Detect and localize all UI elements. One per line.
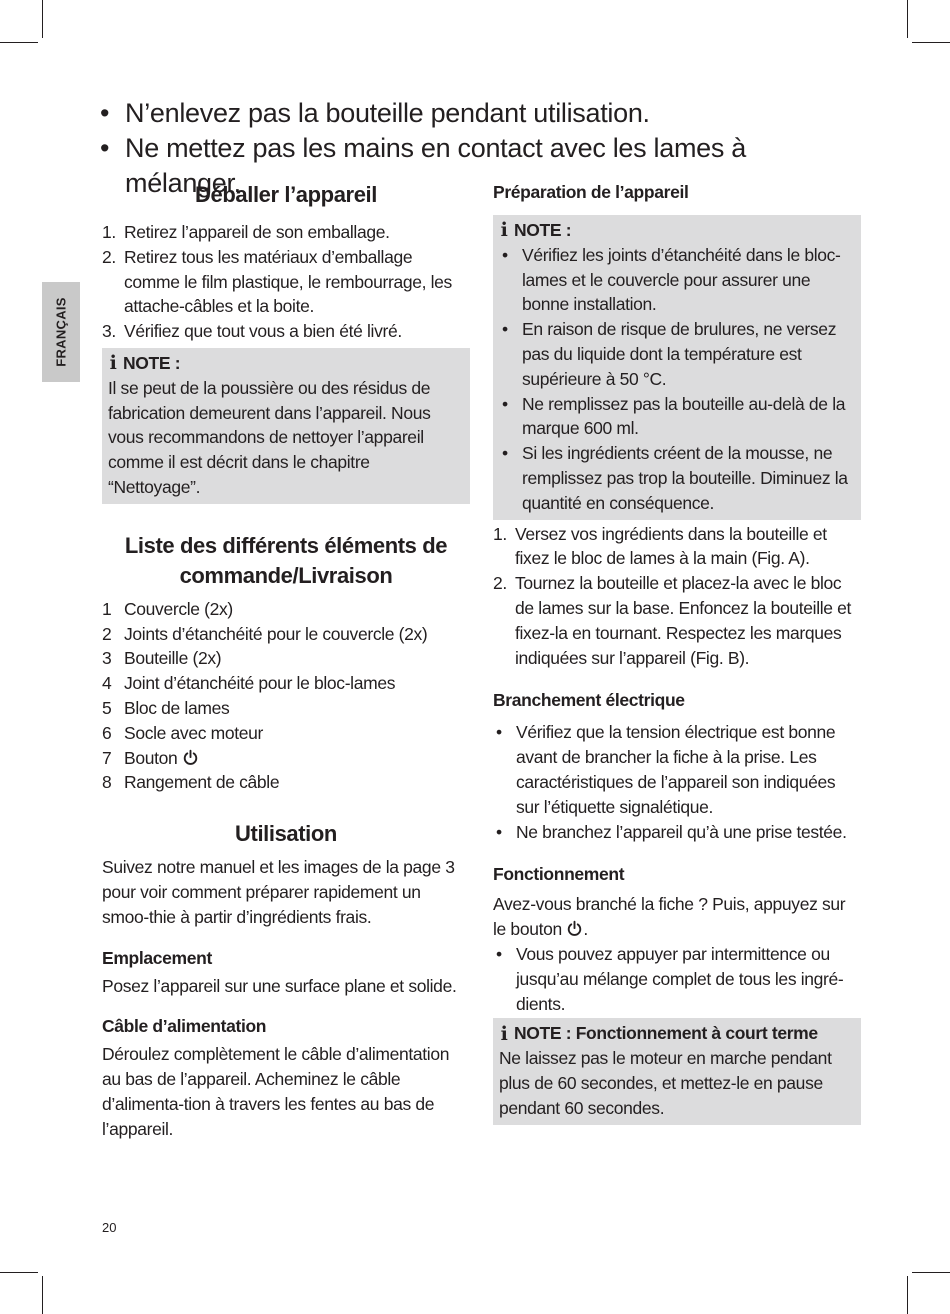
info-icon: i <box>500 219 508 242</box>
list-item: 8 Rangement de câble <box>102 772 280 793</box>
usage-heading: Utilisation <box>235 821 337 847</box>
usage-intro: Suivez notre manuel et les images de la page 3 pour voir comment préparer rapidement un smoo-thie à partir d’ingrédients frais. <box>102 857 455 927</box>
note-text: Ne laissez pas le moteur en marche pendant plus de 60 secondes, et mettez-le en pause pendant 60 secondes. <box>499 1048 832 1118</box>
placement-text: Posez l’appareil sur une surface plane et solide. <box>102 975 457 996</box>
list-item: 2. Tournez la bouteille et placez-la avec le bloc de lames sur la base. Enfoncez la bouteille et fixez-la en tournant. Respectez les marques indiquées sur l’appareil (Fig. B). <box>493 573 852 668</box>
power-icon <box>566 920 583 937</box>
language-tab-label: FRANÇAIS <box>53 297 69 367</box>
list-item: • Vérifiez les joints d’étanchéité dans le bloc-lames et le couvercle pour assurer une bonne installation. <box>499 243 856 317</box>
info-icon: i <box>109 352 117 375</box>
parts-list <box>102 597 470 795</box>
unpack-note <box>102 348 470 504</box>
list-item: • Ne branchez l’appareil qu’à une prise testée. <box>493 820 861 845</box>
crop-mark <box>42 0 43 38</box>
crop-mark <box>907 1276 908 1314</box>
operation-list <box>493 942 861 1016</box>
unpack-heading: Déballer l’appareil <box>195 182 377 207</box>
list-item: 2 Joints d’étanchéité pour le couvercle (2x) <box>102 623 428 644</box>
list-item: 1. Retirez l’appareil de son emballage. <box>102 222 390 242</box>
prep-steps <box>493 522 861 671</box>
language-tab <box>42 282 80 382</box>
note-title: NOTE : <box>514 220 572 240</box>
crop-mark <box>0 1272 38 1273</box>
list-item: 6 Socle avec moteur <box>102 722 263 743</box>
safety-bullet: • Ne mettez pas les mains en contact avec les lames à mélanger. <box>100 131 860 201</box>
operation-heading: Fonctionnement <box>493 864 625 885</box>
prep-note-list <box>499 243 856 516</box>
right-column <box>493 180 861 1125</box>
placement-heading: Emplacement <box>102 947 212 968</box>
list-item: 4 Joint d’étanchéité pour le bloc-lames <box>102 673 396 694</box>
list-item: 3. Vérifiez que tout vous a bien été livré. <box>102 321 402 342</box>
list-item: 1. Versez vos ingrédients dans la bouteille et fixez le bloc de lames à la main (Fig. A). <box>493 523 827 569</box>
note-title: NOTE : Fonctionnement à court terme <box>514 1023 818 1044</box>
list-item: • Vous pouvez appuyer par intermittence ou jusqu’au mélange complet de tous les ingré-dients. <box>493 942 861 1016</box>
page-number: 20 <box>102 1220 117 1235</box>
crop-mark <box>0 42 38 43</box>
cable-heading: Câble d’alimentation <box>102 1016 267 1037</box>
parts-heading: Liste des différents éléments de commande/Livraison <box>124 532 448 588</box>
list-item: • Ne remplissez pas la bouteille au-delà de la marque 600 ml. <box>499 392 856 442</box>
crop-mark <box>912 42 950 43</box>
info-icon: i <box>500 1022 508 1045</box>
crop-mark <box>912 1272 950 1273</box>
list-item: • En raison de risque de brulures, ne versez pas du liquide dont la température est supérieure à 50 °C. <box>499 317 856 391</box>
list-item: 3 Bouteille (2x) <box>102 648 222 669</box>
power-heading: Branchement électrique <box>493 690 685 711</box>
unpack-steps <box>102 220 470 344</box>
power-list <box>493 720 861 844</box>
list-item: 7 Bouton <box>102 746 470 771</box>
safety-bullet: • N’enlevez pas la bouteille pendant utilisation. <box>100 96 860 131</box>
left-column <box>102 180 470 1142</box>
list-item: 1 Couvercle (2x) <box>102 598 233 619</box>
note-title: NOTE : <box>123 352 181 373</box>
cable-text: Déroulez complètement le câble d’alimentation au bas de l’appareil. Acheminez le câble d’alimenta-tion à travers les fentes au bas de l’appareil. <box>102 1044 450 1139</box>
note-text: Il se peut de la poussière ou des résidus de fabrication demeurent dans l’appareil. Nous vous recommandons de nettoyer l’appareil comme il est décrit dans le chapitre “Nettoyage”. <box>108 377 431 497</box>
crop-mark <box>907 0 908 38</box>
list-item: 5 Bloc de lames <box>102 697 230 718</box>
crop-mark <box>42 1276 43 1314</box>
prep-note <box>493 215 861 520</box>
list-item: • Si les ingrédients créent de la mousse, ne remplissez pas trop la bouteille. Diminuez la quantité en conséquence. <box>499 441 856 515</box>
list-item: 2. Retirez tous les matériaux d’emballage comme le film plastique, le rembourrage, les attache-câbles et la boite. <box>102 246 452 317</box>
operation-note <box>493 1018 861 1124</box>
power-icon <box>182 749 199 766</box>
operation-text: Avez-vous branché la fiche ? Puis, appuyez sur le bouton . <box>493 894 846 940</box>
list-item: • Vérifiez que la tension électrique est bonne avant de brancher la fiche à la prise. Les caractéristiques de l’appareil son indiquées sur l’étiquette signalétique. <box>493 720 861 819</box>
prep-heading: Préparation de l’appareil <box>493 182 689 202</box>
